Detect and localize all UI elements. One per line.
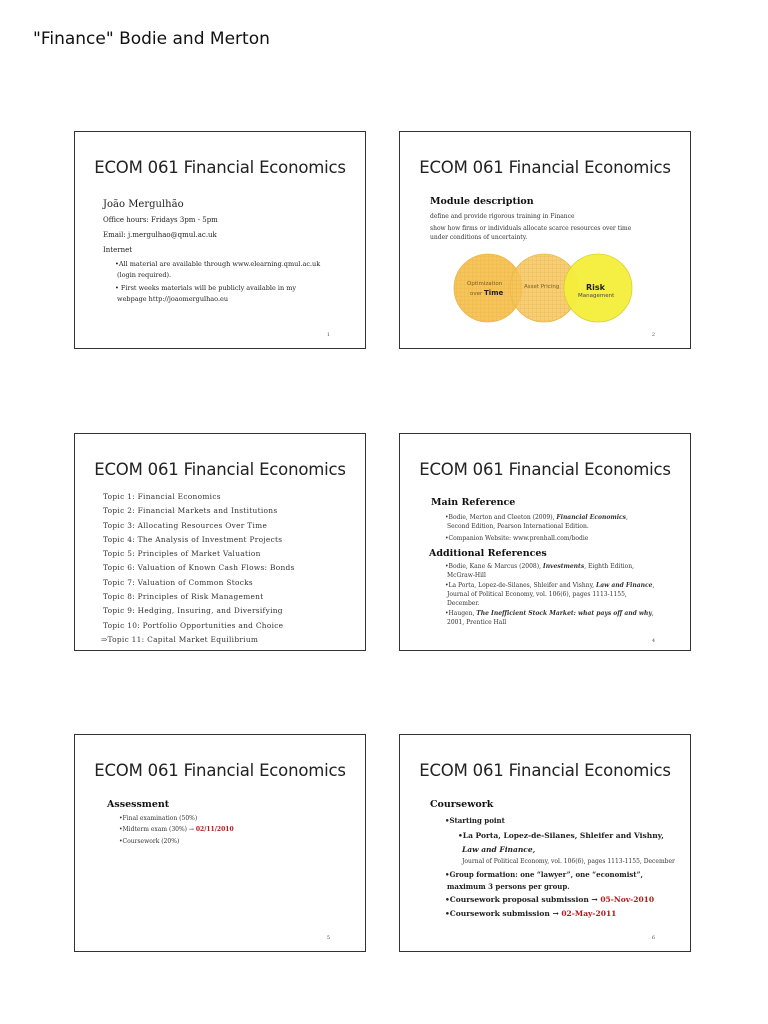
slide-title: ECOM 061 Financial Economics <box>94 158 346 177</box>
add-ref-2 <box>445 582 654 590</box>
submission-date: 02-May-2011 <box>561 909 617 918</box>
final-exam-item: •Final examination (50%) <box>119 815 198 822</box>
bullet-elearning: •All material are available through www.elearning.qmul.ac.uk <box>115 260 321 268</box>
topic-list <box>103 490 295 647</box>
venn-label-asset-pricing: Asset Pricing <box>524 284 560 290</box>
paper-title: Law and Finance, <box>462 845 536 854</box>
add-ref-3-author: •Haugen, <box>445 610 477 617</box>
add-ref-3-comma: , <box>651 610 654 617</box>
group-formation: •Group formation: one “lawyer”, one “economist”, <box>445 870 643 879</box>
add-ref-1-publisher: McGraw-Hill <box>447 572 486 579</box>
bullet-elearning-cont: (login required). <box>117 271 172 279</box>
slide-title: ECOM 061 Financial Economics <box>419 460 671 479</box>
list-item: Topic 8: Principles of Risk Management <box>103 592 264 602</box>
document-title: "Finance" Bodie and Merton <box>33 29 270 49</box>
main-ref-line-2: Second Edition, Pearson International Edition. <box>447 523 589 530</box>
main-ref-authors: •Bodie, Merton and Cleeton (2009), <box>445 514 557 521</box>
proposal-deadline <box>445 895 654 904</box>
proposal-date: 05-Nov-2010 <box>600 895 655 904</box>
main-ref-book: Financial Economics <box>556 514 626 521</box>
submission-label: •Coursework submission → <box>445 909 562 918</box>
add-ref-2-authors: •La Porta, Lopez-de-Silanes, Shleifer and Vishny, <box>445 582 596 589</box>
slide-4 <box>399 433 691 651</box>
add-ref-2-journal: Journal of Political Economy, vol. 106(6), pages 1113-1155, <box>447 591 627 598</box>
slide-title: ECOM 061 Financial Economics <box>94 761 346 780</box>
email: Email: j.mergulhao@qmul.ac.uk <box>103 231 217 239</box>
starting-point: •Starting point <box>445 816 505 825</box>
add-ref-2-comma: , <box>652 582 655 589</box>
assessment-heading: Assessment <box>107 799 170 810</box>
slide-6 <box>399 734 691 952</box>
venn-label-time: Time <box>484 289 504 297</box>
list-item: Topic 5: Principles of Market Valuation <box>103 549 261 559</box>
list-item: Topic 1: Financial Economics <box>103 492 221 501</box>
list-item: Topic 6: Valuation of Known Cash Flows: Bonds <box>103 563 295 573</box>
desc-line-1: define and provide rigorous training in Finance <box>430 213 575 220</box>
list-item: Topic 7: Valuation of Common Stocks <box>103 577 254 587</box>
venn-label-management: Management <box>578 293 615 299</box>
additional-references-heading: Additional References <box>429 548 547 559</box>
venn-label-over-text: over <box>470 291 483 297</box>
add-ref-3 <box>445 610 654 618</box>
main-ref-line-1 <box>445 514 628 522</box>
paper-journal: Journal of Political Economy, vol. 106(6), pages 1113-1155, December <box>462 858 675 865</box>
add-ref-2-title: Law and Finance <box>595 582 653 589</box>
slide-2 <box>399 131 691 349</box>
add-ref-1-title: Investments <box>542 563 585 570</box>
list-item: Topic 2: Financial Markets and Institutions <box>103 506 278 516</box>
add-ref-2-month: December. <box>447 600 480 607</box>
slide-title: ECOM 061 Financial Economics <box>419 761 671 780</box>
slide-number: 5 <box>326 935 330 941</box>
main-reference-heading: Main Reference <box>431 497 516 508</box>
add-ref-1-edition: , Eighth Edition, <box>584 563 635 570</box>
desc-line-2: show how firms or individuals allocate scarce resources over time <box>430 225 632 232</box>
venn-label-over <box>470 289 503 297</box>
slide-number: 2 <box>651 332 655 338</box>
midterm-label: •Midterm exam (30%) → <box>119 826 196 833</box>
list-item: Topic 9: Hedging, Insuring, and Diversifying <box>103 606 283 616</box>
list-item: Topic 10: Portfolio Opportunities and Choice <box>103 620 284 630</box>
proposal-label: •Coursework proposal submission → <box>445 895 601 904</box>
companion-website: •Companion Website: www.prenhall.com/bodie <box>445 535 589 542</box>
bullet-webpage-cont: webpage http://joaomergulhao.eu <box>117 295 229 303</box>
module-description-heading: Module description <box>430 196 534 207</box>
midterm-item <box>119 826 234 834</box>
slide-1 <box>74 131 366 349</box>
desc-line-3: under conditions of uncertainty. <box>430 234 528 241</box>
add-ref-3-publisher: 2001, Prentice Hall <box>447 619 507 626</box>
slide-number: 6 <box>651 935 655 941</box>
paper-authors: •La Porta, Lopez-de-Silanes, Shleifer and Vishny, <box>458 831 664 840</box>
group-size: maximum 3 persons per group. <box>447 882 570 891</box>
slide-5 <box>74 734 366 952</box>
add-ref-1-authors: •Bodie, Kane & Marcus (2008), <box>445 563 543 570</box>
coursework-heading: Coursework <box>430 799 494 810</box>
add-ref-1 <box>445 563 634 571</box>
venn-label-optimization: Optimization <box>467 281 503 287</box>
office-hours: Office hours: Fridays 3pm - 5pm <box>103 216 218 224</box>
internet-label: Internet <box>103 246 133 254</box>
lecturer-name: João Mergulhão <box>103 199 184 210</box>
list-item: Topic 3: Allocating Resources Over Time <box>103 520 268 530</box>
venn-label-risk: Risk <box>586 283 605 292</box>
list-item: ⇒Topic 11: Capital Market Equilibrium <box>101 634 259 644</box>
submission-deadline <box>445 909 616 918</box>
slide-3 <box>74 433 366 651</box>
main-ref-comma: , <box>626 514 628 521</box>
slide-title: ECOM 061 Financial Economics <box>419 158 671 177</box>
list-item: Topic 4: The Analysis of Investment Projects <box>103 534 283 544</box>
coursework-item: •Coursework (20%) <box>119 838 180 845</box>
add-ref-3-title: The Inefficient Stock Market: what pays off and why <box>476 610 652 617</box>
bullet-webpage: • First weeks materials will be publicly available in my <box>115 284 297 292</box>
slide-number: 4 <box>651 638 655 644</box>
midterm-date: 02/11/2010 <box>195 826 234 833</box>
slide-title: ECOM 061 Financial Economics <box>94 460 346 479</box>
slide-number: 1 <box>326 332 330 338</box>
